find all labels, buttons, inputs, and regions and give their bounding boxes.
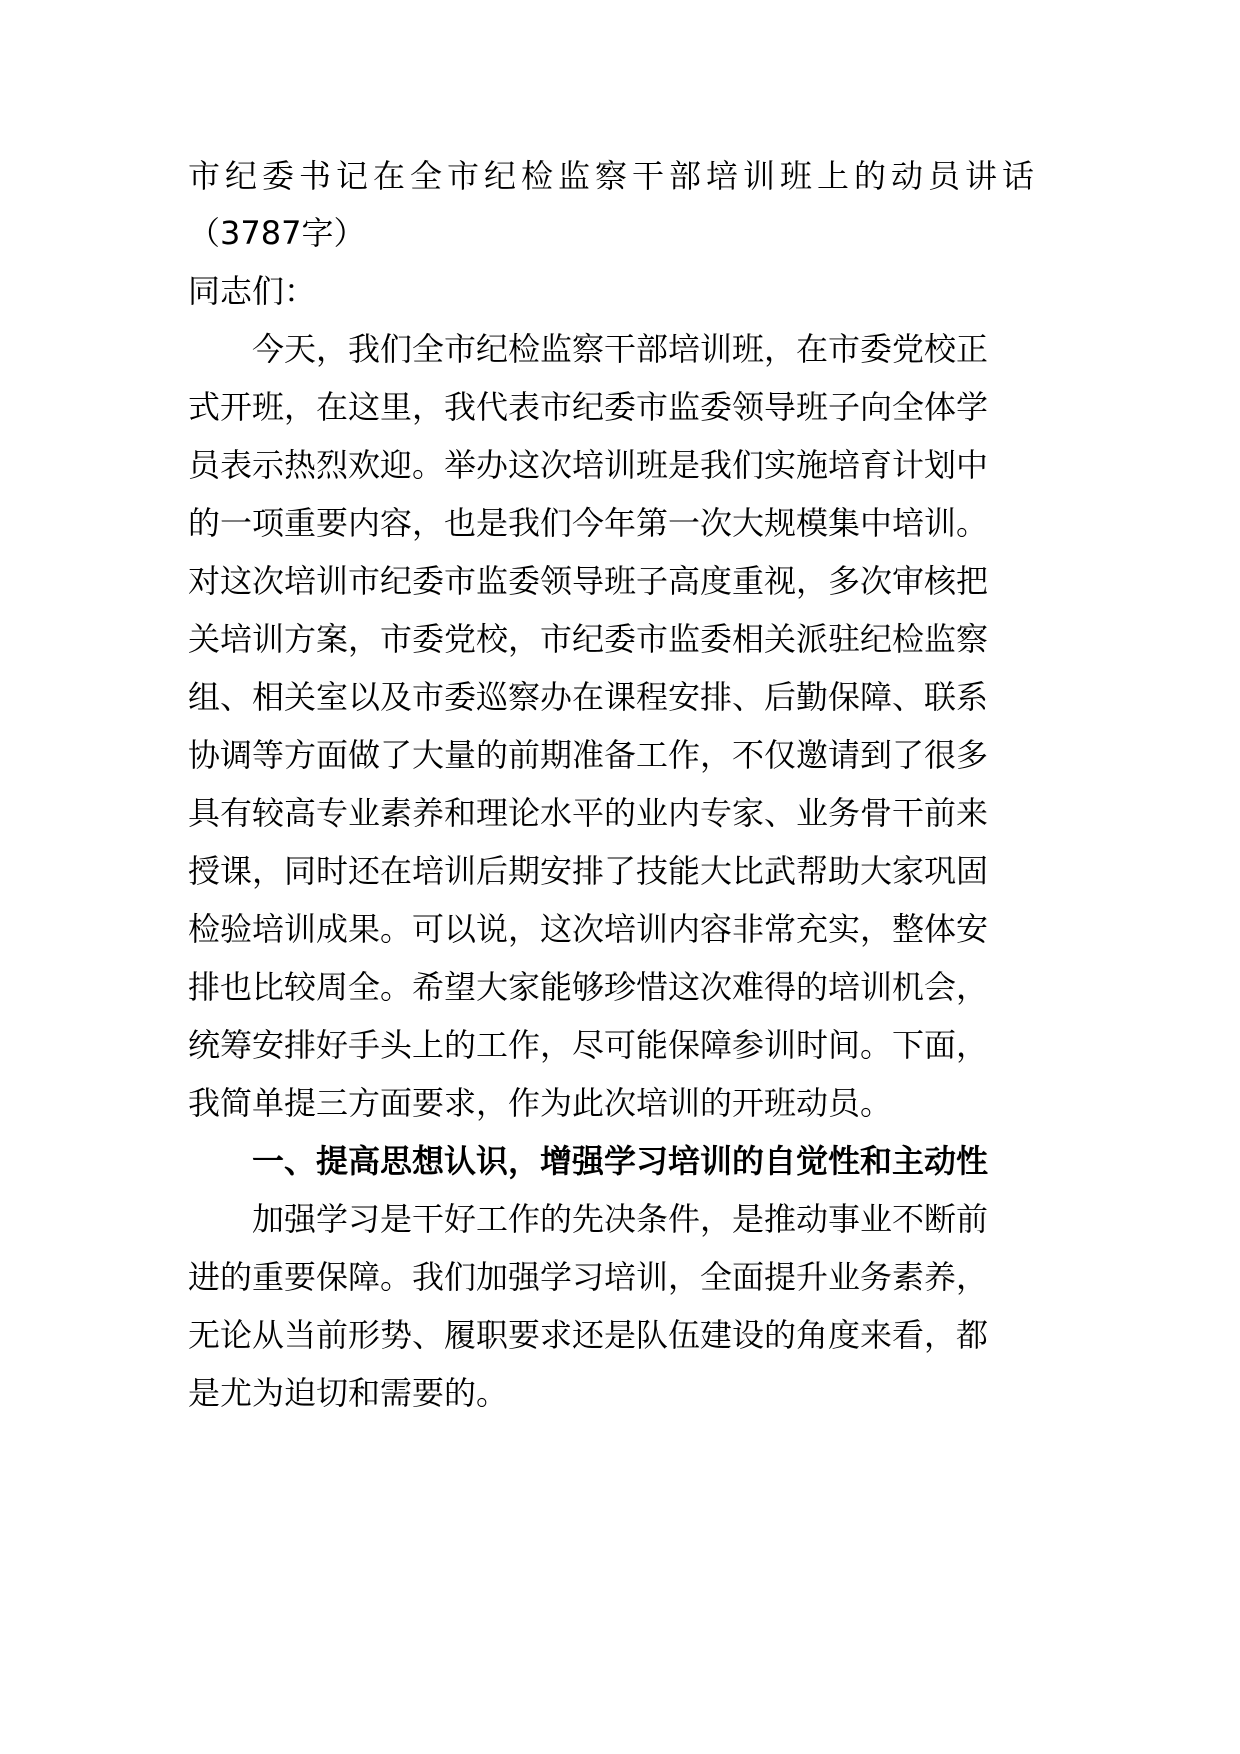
- paragraph-line: 无论从当前形势、履职要求还是队伍建设的角度来看，都: [188, 1316, 989, 1354]
- paragraph-line: 加强学习是干好工作的先决条件，是推动事业不断前: [252, 1200, 989, 1238]
- paragraph-line: 的一项重要内容，也是我们今年第一次大规模集中培训。: [188, 504, 989, 542]
- paragraph-line: 关培训方案，市委党校，市纪委市监委相关派驻纪检监察: [188, 620, 989, 658]
- paragraph-line: 排也比较周全。希望大家能够珍惜这次难得的培训机会，: [188, 968, 989, 1006]
- paragraph-line: 具有较高专业素养和理论水平的业内专家、业务骨干前来: [188, 794, 989, 832]
- paragraph-line: 员表示热烈欢迎。举办这次培训班是我们实施培育计划中: [188, 446, 989, 484]
- paragraph-line: 式开班，在这里，我代表市纪委市监委领导班子向全体学: [188, 388, 989, 426]
- paragraph-line: 进的重要保障。我们加强学习培训，全面提升业务素养，: [188, 1258, 989, 1296]
- paragraph-line: 是尤为迫切和需要的。: [188, 1374, 509, 1412]
- paragraph-line: 今天，我们全市纪检监察干部培训班，在市委党校正: [252, 330, 989, 368]
- paragraph-line: 检验培训成果。可以说，这次培训内容非常充实，整体安: [188, 910, 989, 948]
- paragraph-line: 我简单提三方面要求，作为此次培训的开班动员。: [188, 1084, 893, 1122]
- document-title: 市纪委书记在全市纪检监察干部培训班上的动员讲话: [188, 157, 1040, 195]
- paragraph-line: 统筹安排好手头上的工作，尽可能保障参训时间。下面，: [188, 1026, 989, 1064]
- paragraph-line: 对这次培训市纪委市监委领导班子高度重视，多次审核把: [188, 562, 989, 600]
- salutation: 同志们：: [188, 272, 317, 310]
- paragraph-line: 协调等方面做了大量的前期准备工作，不仅邀请到了很多: [188, 736, 989, 774]
- paragraph-line: 组、相关室以及市委巡察办在课程安排、后勤保障、联系: [188, 678, 989, 716]
- paragraph-line: 授课，同时还在培训后期安排了技能大比武帮助大家巩固: [188, 852, 989, 890]
- section-heading: 一、提高思想认识，增强学习培训的自觉性和主动性: [252, 1142, 989, 1180]
- word-count: （3787字）: [188, 214, 366, 252]
